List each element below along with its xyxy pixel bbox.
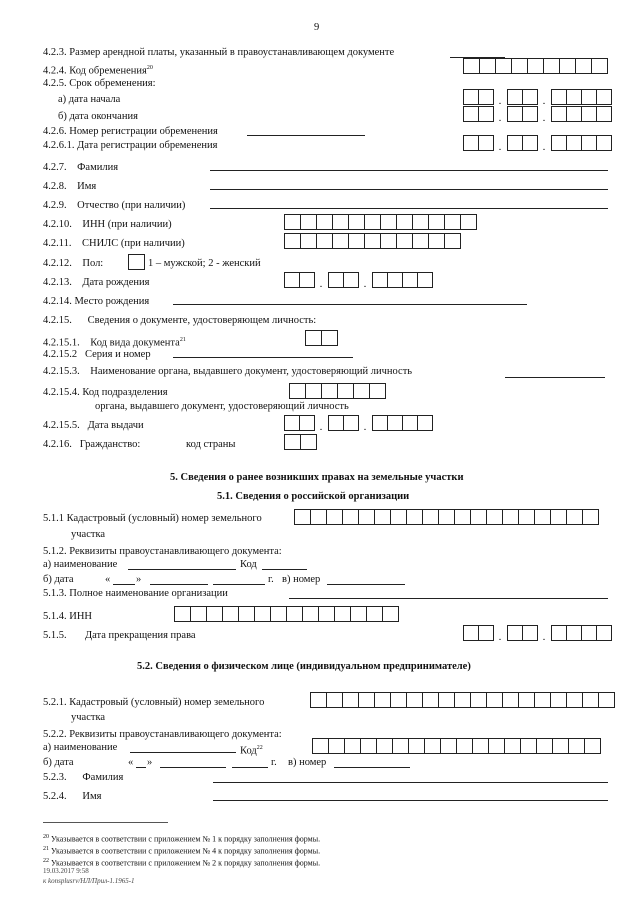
encumbrance-code-boxes[interactable] bbox=[463, 58, 607, 74]
doc-name-field-5-2-2[interactable] bbox=[130, 752, 236, 753]
birth-date-boxes[interactable]: . . bbox=[284, 272, 432, 288]
doc-month-field-5-2-2[interactable] bbox=[160, 767, 226, 768]
footnote-21: $^{21}$ Указывается в соответствии с приложением № 4 к порядку заполнения формы. bbox=[43, 846, 321, 856]
doc-year-field-5-2-2[interactable] bbox=[232, 767, 268, 768]
doc-name-field-5-1-2[interactable] bbox=[128, 569, 236, 570]
item-4-2-6-1: 4.2.6.1. Дата регистрации обременения bbox=[43, 140, 218, 151]
item-4-2-15-4: 4.2.15.4. Код подразделения bbox=[43, 387, 168, 398]
item-5-2-1: 5.2.1. Кадастровый (условный) номер земельного bbox=[43, 697, 265, 708]
gender-hint: 1 – мужской; 2 - женский bbox=[148, 258, 261, 269]
item-4-2-14: 4.2.14. Место рождения bbox=[43, 296, 150, 307]
item-5-2-1-line2: участка bbox=[71, 712, 106, 723]
snils-boxes[interactable] bbox=[284, 233, 460, 249]
inn-boxes[interactable] bbox=[284, 214, 476, 230]
item-4-2-15-5: 4.2.15.5. Дата выдачи bbox=[43, 420, 144, 431]
org-name-field[interactable] bbox=[289, 598, 608, 599]
year-label-5-2-2: г. bbox=[271, 757, 277, 768]
section-5-1-title: 5.1. Сведения о российской организации bbox=[217, 491, 410, 502]
doc-year-field-5-1-2[interactable] bbox=[213, 584, 265, 585]
doc-number-field-5-2-2[interactable] bbox=[334, 767, 410, 768]
item-4-2-8: 4.2.8. Имя bbox=[43, 181, 97, 192]
item-5-1-3: 5.1.3. Полное наименование организации bbox=[43, 588, 228, 599]
item-4-2-7: 4.2.7. Фамилия bbox=[43, 162, 119, 173]
issue-date-boxes[interactable]: . . bbox=[284, 415, 432, 431]
item-4-2-13: 4.2.13. Дата рождения bbox=[43, 277, 150, 288]
item-4-2-11: 4.2.11. СНИЛС (при наличии) bbox=[43, 238, 185, 249]
item-4-2-16: 4.2.16. Гражданство: bbox=[43, 439, 141, 450]
country-code-label: код страны bbox=[186, 439, 236, 450]
birth-place-field[interactable] bbox=[173, 304, 527, 305]
end-date-boxes[interactable]: . . bbox=[463, 106, 611, 122]
doc-series-number-field[interactable] bbox=[173, 357, 353, 358]
doc-date-label-5-1-2: б) дата bbox=[43, 574, 74, 585]
start-date-boxes[interactable]: . . bbox=[463, 89, 611, 105]
item-5-1-1-line2: участка bbox=[71, 529, 106, 540]
country-code-boxes[interactable] bbox=[284, 434, 316, 450]
footnote-divider bbox=[43, 822, 168, 823]
item-4-2-4: 4.2.4. Код обременения$^{20}$ bbox=[43, 65, 153, 77]
scan-stamp-date: 19.03.2017 9:58 bbox=[43, 867, 89, 875]
footnote-20: $^{20}$ Указывается в соответствии с приложением № 1 к порядку заполнения формы. bbox=[43, 834, 321, 844]
item-4-2-10: 4.2.10. ИНН (при наличии) bbox=[43, 219, 172, 230]
item-4-2-15-2: 4.2.15.2 Серия и номер bbox=[43, 349, 151, 360]
doc-name-label-5-2-2: а) наименование bbox=[43, 742, 118, 753]
item-5-2-3: 5.2.3. Фамилия bbox=[43, 772, 124, 783]
scan-stamp-path: к konsplusrv/НЛ/Прил-1.1965-1 bbox=[43, 877, 135, 885]
name-field[interactable] bbox=[210, 189, 608, 190]
gender-box[interactable] bbox=[128, 254, 144, 270]
footnote-22: $^{22}$ Указывается в соответствии с приложением № 2 к порядку заполнения формы. bbox=[43, 858, 321, 868]
item-4-2-3: 4.2.3. Размер арендной платы, указанный в правоустанавливающем документе bbox=[43, 47, 395, 58]
encumbrance-reg-number-field[interactable] bbox=[247, 135, 365, 136]
item-5-1-2: 5.1.2. Реквизиты правоустанавливающего документа: bbox=[43, 546, 282, 557]
name-field-5-2-4[interactable] bbox=[213, 800, 608, 801]
doc-number-field-5-1-2[interactable] bbox=[327, 584, 405, 585]
doc-code-label-5-1-2: Код bbox=[240, 559, 257, 570]
org-inn-boxes[interactable] bbox=[174, 606, 398, 622]
cadastral-number-boxes-5-2-1[interactable] bbox=[310, 692, 614, 708]
doc-number-label-5-2-2: в) номер bbox=[288, 757, 327, 768]
quote-open-5-1-2: « bbox=[105, 574, 111, 585]
doc-month-field-5-1-2[interactable] bbox=[150, 584, 208, 585]
doc-day-field-5-1-2[interactable] bbox=[113, 584, 135, 585]
doc-code-label-5-2-2: Код$^{22}$ bbox=[240, 745, 263, 757]
section-5-title: 5. Сведения о ранее возникших правах на земельные участки bbox=[170, 472, 464, 483]
subdivision-code-boxes[interactable] bbox=[289, 383, 385, 399]
surname-field[interactable] bbox=[210, 170, 608, 171]
doc-day-field-5-2-2[interactable] bbox=[136, 767, 146, 768]
quote-open-5-2-2: « bbox=[128, 757, 134, 768]
item-4-2-15: 4.2.15. Сведения о документе, удостоверяющем личность: bbox=[43, 315, 317, 326]
page-number: 9 bbox=[314, 22, 320, 33]
item-5-2-4: 5.2.4. Имя bbox=[43, 791, 102, 802]
item-5-1-4: 5.1.4. ИНН bbox=[43, 611, 92, 622]
item-5-1-1: 5.1.1 Кадастровый (условный) номер земельного bbox=[43, 513, 262, 524]
item-4-2-12: 4.2.12. Пол: bbox=[43, 258, 104, 269]
item-4-2-15-3: 4.2.15.3. Наименование органа, выдавшего документ, удостоверяющий личность bbox=[43, 366, 413, 377]
patronymic-field[interactable] bbox=[210, 208, 608, 209]
quote-close-5-1-2: » bbox=[136, 574, 142, 585]
item-4-2-9: 4.2.9. Отчество (при наличии) bbox=[43, 200, 186, 211]
doc-date-label-5-2-2: б) дата bbox=[43, 757, 74, 768]
issuing-authority-field[interactable] bbox=[505, 377, 605, 378]
item-4-2-15-4-line2: органа, выдавшего документ, удостоверяющий личность bbox=[95, 401, 349, 412]
item-4-2-6: 4.2.6. Номер регистрации обременения bbox=[43, 126, 218, 137]
doc-number-label-5-1-2: в) номер bbox=[282, 574, 321, 585]
end-date-label: б) дата окончания bbox=[58, 111, 138, 122]
item-4-2-5: 4.2.5. Срок обременения: bbox=[43, 78, 156, 89]
doc-code-boxes-5-2-2[interactable] bbox=[312, 738, 600, 754]
year-label-5-1-2: г. bbox=[268, 574, 274, 585]
doc-type-code-boxes[interactable] bbox=[305, 330, 337, 346]
encumbrance-reg-date-boxes[interactable]: . . bbox=[463, 135, 611, 151]
doc-name-label-5-1-2: а) наименование bbox=[43, 559, 118, 570]
item-5-1-5: 5.1.5. Дата прекращения права bbox=[43, 630, 196, 641]
start-date-label: а) дата начала bbox=[58, 94, 121, 105]
doc-code-field-5-1-2[interactable] bbox=[262, 569, 307, 570]
item-4-2-15-1: 4.2.15.1. Код вида документа$^{21}$ bbox=[43, 337, 186, 349]
cadastral-number-boxes-5-1-1[interactable] bbox=[294, 509, 598, 525]
right-termination-date-boxes[interactable]: . . bbox=[463, 625, 611, 641]
section-5-2-title: 5.2. Сведения о физическом лице (индивидуальном предпринимателе) bbox=[137, 661, 471, 672]
item-5-2-2: 5.2.2. Реквизиты правоустанавливающего документа: bbox=[43, 729, 282, 740]
quote-close-5-2-2: » bbox=[147, 757, 153, 768]
surname-field-5-2-3[interactable] bbox=[213, 782, 608, 783]
